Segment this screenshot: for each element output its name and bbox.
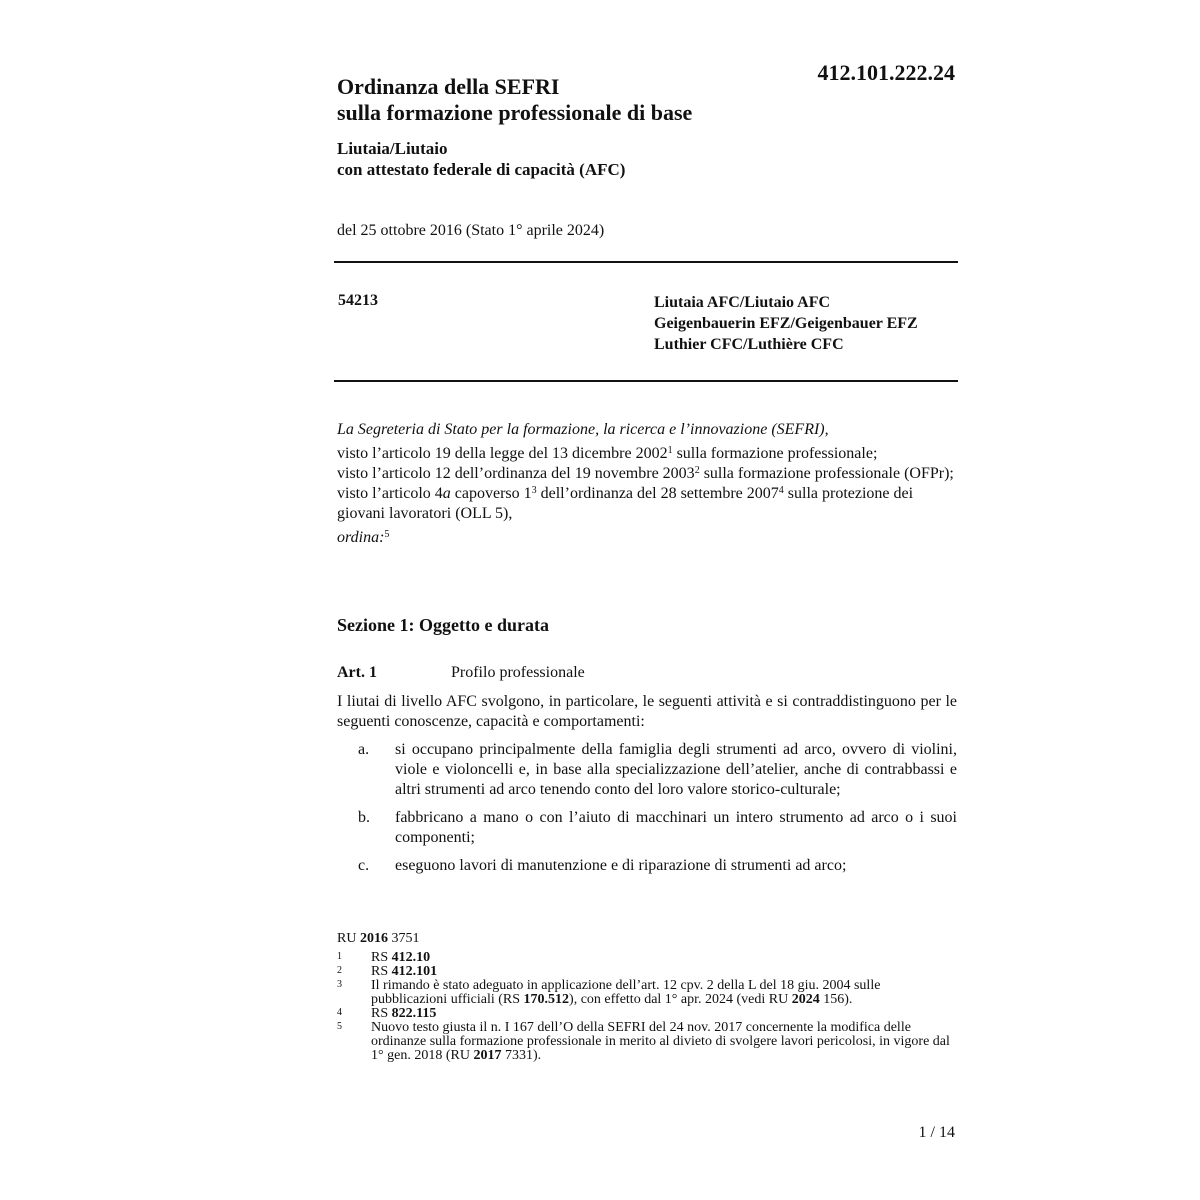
section-heading: Sezione 1: Oggetto e durata — [337, 615, 549, 635]
profession-name-de: Geigenbauerin EFZ/Geigenbauer EFZ — [654, 315, 918, 332]
document-date: del 25 ottobre 2016 (Stato 1° aprile 2024) — [337, 222, 605, 239]
footnote: 1 RS 412.10 — [337, 950, 431, 965]
list-item — [337, 808, 957, 848]
divider-top — [334, 261, 958, 263]
document-title — [337, 74, 692, 126]
page-number: 1 / 14 — [918, 1124, 955, 1141]
preamble-authority: La Segreteria di Stato per la formazione, la ricerca e l’innovazione (SEFRI), — [337, 421, 829, 438]
article-list — [337, 740, 957, 884]
divider-bottom — [334, 380, 958, 382]
list-text: si occupano principalmente della famiglia degli strumenti ad arco, ovvero di violini, viole e violoncelli e, in base alla specializzazione dell’atelier, anche di contrabbassi e altri strumenti ad arco tenendo conto del loro valore storico-culturale; — [395, 741, 957, 798]
footnote: 5 Nuovo testo giusta il n. I 167 dell’O della SEFRI del 24 nov. 2017 concernente la modifica delle ordinanze sulla formazione professionale in merito al divieto di svolgere lavori pericolosi, in vigore dal 1° gen. 2018 (RU 2017 7331). — [337, 1020, 950, 1063]
title-line-1: Ordinanza della SEFRI — [337, 74, 560, 99]
preamble-line-1: visto l’articolo 19 della legge del 13 dicembre 2002$^1$ sulla formazione professionale; — [337, 445, 878, 462]
article-number: Art. 1 — [337, 664, 377, 681]
article-title: Profilo professionale — [451, 664, 585, 681]
preamble-ordina: ordina:$^5$ — [337, 529, 390, 546]
profession-name-it: Liutaia AFC/Liutaio AFC — [654, 294, 831, 311]
list-marker: b. — [358, 809, 370, 826]
profession-name-fr: Luthier CFC/Luthière CFC — [654, 336, 844, 353]
article-intro: I liutai di livello AFC svolgono, in particolare, le seguenti attività e si contraddistinguono per le seguenti conoscenze, capacità e comportamenti: — [337, 693, 957, 730]
list-item — [337, 856, 957, 876]
document-subtitle — [337, 138, 625, 180]
preamble-line-2: visto l’articolo 12 dell’ordinanza del 19 novembre 2003$^2$ sulla formazione professionale (OFPr); — [337, 465, 954, 482]
list-text: fabbricano a mano o con l’aiuto di macchinari un intero strumento ad arco o i suoi componenti; — [395, 809, 957, 846]
profession-names — [654, 292, 918, 355]
footnote: 3 Il rimando è stato adeguato in applicazione dell’art. 12 cpv. 2 della L del 18 giu. 2004 sulle pubblicazioni ufficiali (RS 170.512), con effetto dal 1° apr. 2024 (vedi RU 2024 156). — [337, 978, 881, 1007]
subtitle-line-1: Liutaia/Liutaio — [337, 139, 448, 158]
subtitle-line-2: con attestato federale di capacità (AFC) — [337, 160, 626, 179]
footnote: 4 RS 822.115 — [337, 1006, 437, 1021]
document-number: 412.101.222.24 — [817, 60, 955, 85]
footnote: 2 RS 412.101 — [337, 964, 438, 979]
list-marker: a. — [358, 741, 370, 758]
preamble-line-3: visto l’articolo 4a capoverso $1^3$ dell’ordinanza del 28 settembre 2007$^4$ sulla protezione dei giovani lavoratori (OLL 5), — [337, 485, 914, 522]
preamble — [337, 420, 959, 548]
footnotes — [337, 951, 957, 1063]
title-line-2: sulla formazione professionale di base — [337, 100, 693, 125]
list-item — [337, 740, 957, 800]
list-text: eseguono lavori di manutenzione e di riparazione di strumenti ad arco; — [395, 857, 847, 874]
list-marker: c. — [358, 857, 370, 874]
ru-reference: RU 2016 3751 — [337, 931, 420, 946]
profession-code: 54213 — [338, 292, 378, 309]
